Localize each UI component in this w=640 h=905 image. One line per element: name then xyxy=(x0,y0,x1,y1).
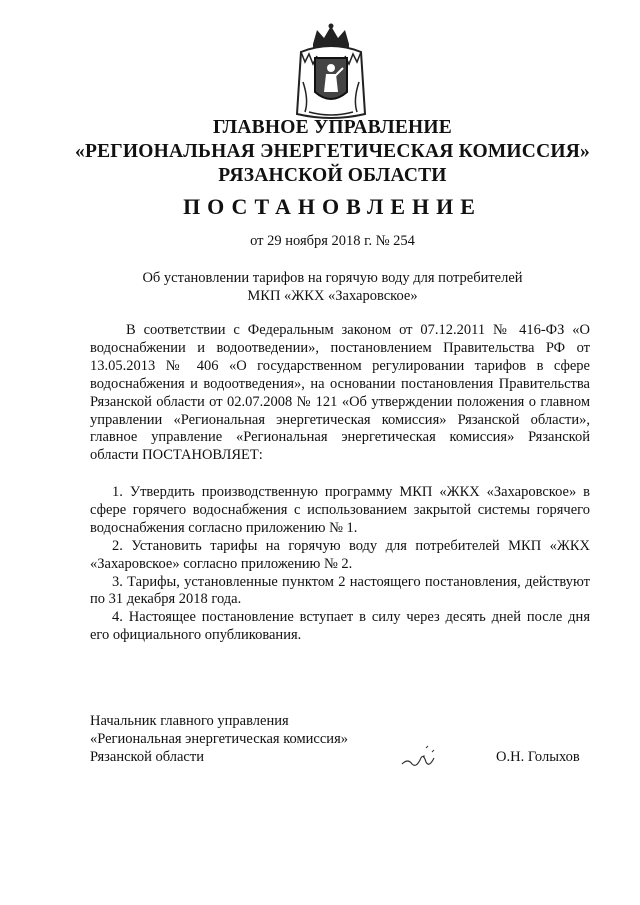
signatory-name: О.Н. Голыхов xyxy=(496,749,580,765)
org-name-line3: РЯЗАНСКОЙ ОБЛАСТИ xyxy=(218,165,447,186)
subject-line1: Об установлении тарифов на горячую воду для потребителей xyxy=(142,270,523,286)
resolution-item-4: 4. Настоящее постановление вступает в силу через десять дней после дня его официального опубликования. xyxy=(90,609,590,644)
resolution-items xyxy=(90,484,590,645)
subject-line2: МКП «ЖКХ «Захаровское» xyxy=(247,287,418,304)
document-type-title: ПОСТАНОВЛЕНИЕ xyxy=(183,194,482,219)
coat-of-arms-emblem xyxy=(291,22,371,124)
resolution-item-3: 3. Тарифы, установленные пунктом 2 настоящего постановления, действуют по 31 декабря 2018 года. xyxy=(90,573,590,608)
document-date-number: от 29 ноября 2018 г. № 254 xyxy=(250,233,415,249)
signatory-position xyxy=(90,712,348,766)
resolution-item-2: 2. Установить тарифы на горячую воду для потребителей МКП «ЖКХ «Захаровское» согласно приложению № 2. xyxy=(90,537,590,572)
preamble-paragraph xyxy=(90,322,590,465)
signatory-position-line2: «Региональная энергетическая комиссия» xyxy=(90,731,348,747)
document-subject xyxy=(40,270,625,305)
org-name-line1: ГЛАВНОЕ УПРАВЛЕНИЕ xyxy=(212,117,453,138)
signatory-position-line3: Рязанской области xyxy=(90,749,204,765)
resolution-item-1: 1. Утвердить производственную программу МКП «ЖКХ «Захаровское» в сфере горячего водоснабжения с использованием закрытой системы горячего водоснабжения согласно приложению № 1. xyxy=(90,484,590,536)
handwritten-signature xyxy=(396,742,446,770)
preamble-text: В соответствии с Федеральным законом от 07.12.2011 № 416-ФЗ «О водоснабжении и водоотведении», постановлением Правительства РФ от 13.05.2013 № 406 «О государственном регулировании тарифов в сфере водоснабжения и водоотведения», на основании постановления Правительства Рязанской области от 02.07.2008 № 121 «Об утверждении положения о главном управлении «Региональная энергетическая комиссия» Рязанской области», главное управление «Региональная энергетическая комиссия» Рязанской области ПОСТАНОВЛЯЕТ: xyxy=(90,322,590,464)
signatory-position-line1: Начальник главного управления xyxy=(90,713,289,729)
org-name-line2: «РЕГИОНАЛЬНАЯ ЭНЕРГЕТИЧЕСКАЯ КОМИССИЯ» xyxy=(75,141,590,162)
